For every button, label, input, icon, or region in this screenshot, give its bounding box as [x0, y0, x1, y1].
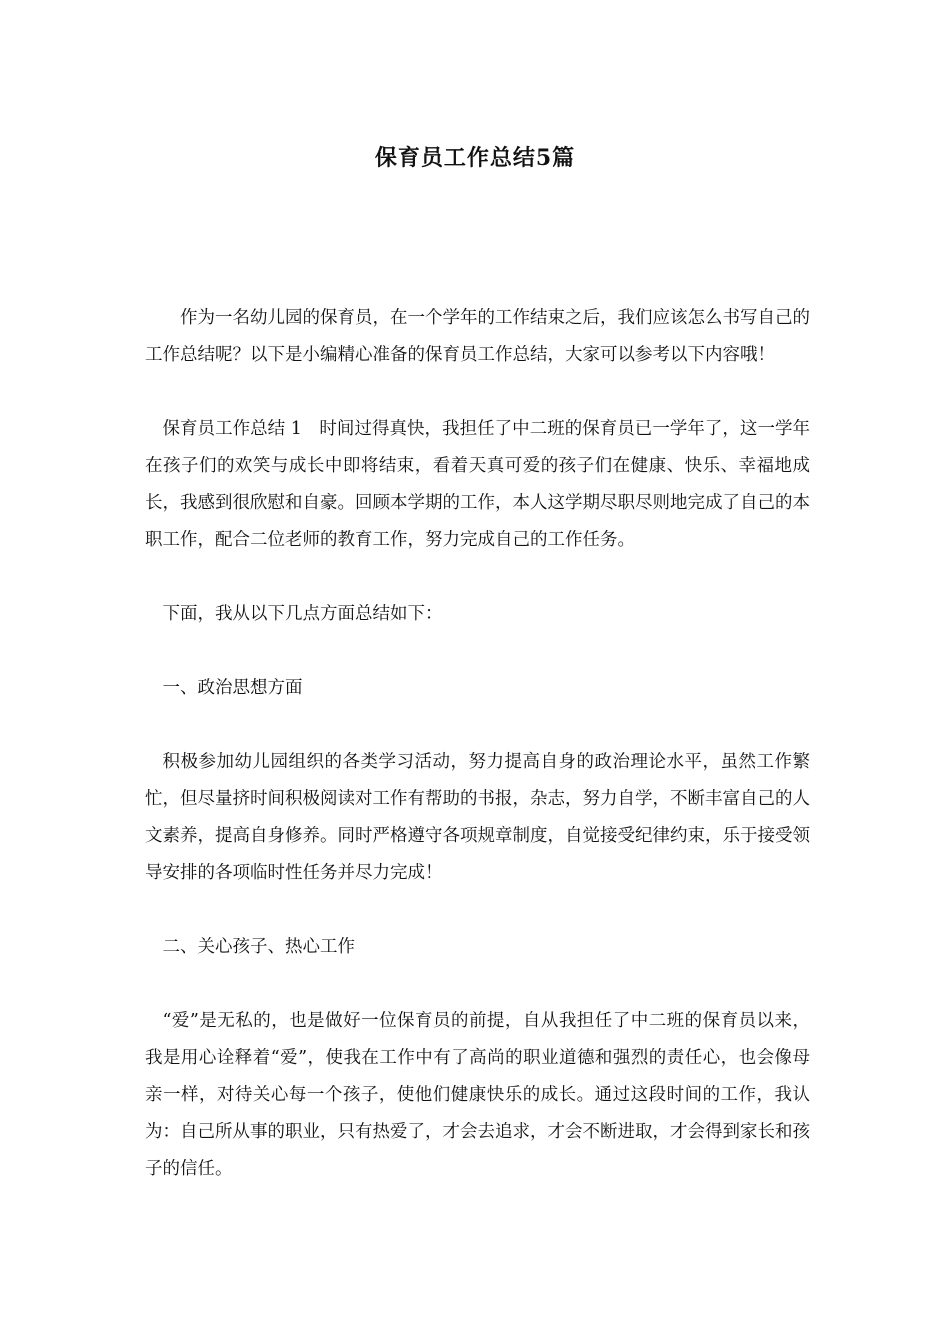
section-heading-politics: 一、政治思想方面 [162, 678, 303, 698]
points-lead-paragraph: 下面，我从以下几点方面总结如下： [162, 604, 443, 624]
care-paragraph: “爱”是无私的，也是做好一位保育员的前提，自从我担任了中二班的保育员以来，我是用心诠释着“爱”，使我在工作中有了高尚的职业道德和强烈的责任心，也会像母亲一样，对待关心每一个孩子，使他们健康快乐的成长。通过这段时间的工作，我认为：自己所从事的职业，只有热爱了，才会去追求，才会不断进取，才会得到家长和孩子的信任。 [145, 1011, 810, 1179]
politics-paragraph: 积极参加幼儿园组织的各类学习活动，努力提高自身的政治理论水平，虽然工作繁忙，但尽量挤时间积极阅读对工作有帮助的书报，杂志，努力自学，不断丰富自己的人文素养，提高自身修养。同时严格遵守各项规章制度，自觉接受纪律约束，乐于接受领导安排的各项临时性任务并尽力完成！ [145, 752, 810, 883]
intro-paragraph: 作为一名幼儿园的保育员，在一个学年的工作结束之后，我们应该怎么书写自己的工作总结呢？以下是小编精心准备的保育员工作总结，大家可以参考以下内容哦！ [145, 308, 810, 365]
document-title: 保育员工作总结5篇 [374, 145, 576, 171]
summary-1-paragraph: 保育员工作总结 1 时间过得真快，我担任了中二班的保育员已一学年了，这一学年在孩子们的欢笑与成长中即将结束，看着天真可爱的孩子们在健康、快乐、幸福地成长，我感到很欣慰和自豪。回顾本学期的工作，本人这学期尽职尽则地完成了自己的本职工作，配合二位老师的教育工作，努力完成自己的工作任务。 [145, 419, 810, 550]
section-heading-care: 二、关心孩子、热心工作 [162, 937, 355, 957]
document-body [145, 300, 810, 1188]
